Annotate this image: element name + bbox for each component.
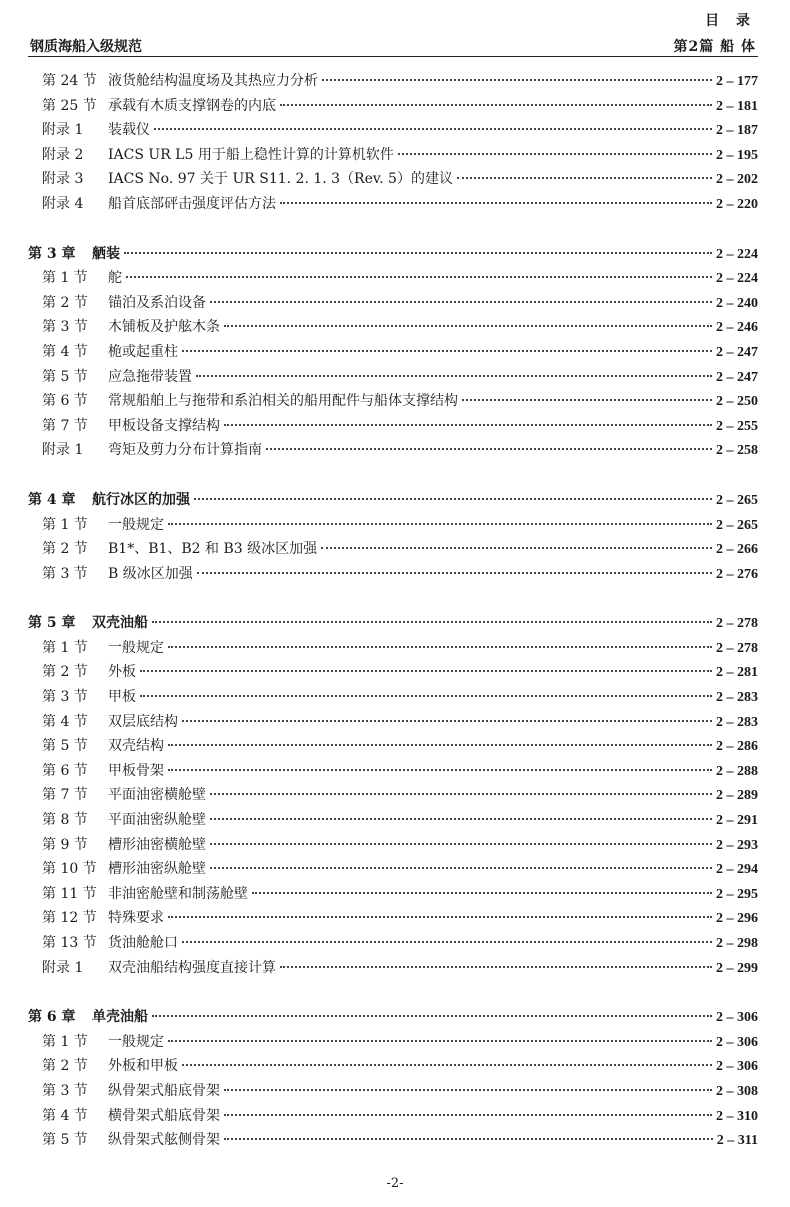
toc-entry-title: 锚泊及系泊设备: [108, 294, 206, 311]
toc-entry-title: 装载仪: [108, 122, 150, 139]
toc-entry-page: 2 – 250: [716, 394, 758, 410]
toc-entry-page: 2 – 278: [716, 640, 758, 656]
toc-entry-title: IACS UR L5 用于船上稳性计算的计算机软件: [108, 146, 394, 163]
dot-leader: [457, 177, 712, 179]
dot-leader: [280, 202, 712, 204]
toc-entry-number: 第 10 节: [42, 861, 97, 878]
toc-entry-title: 桅或起重柱: [108, 343, 178, 360]
dot-leader: [398, 153, 712, 155]
toc-chapter-row[interactable]: [28, 1006, 758, 1031]
toc-entry-page: 2 – 308: [716, 1083, 758, 1099]
dot-leader: [168, 523, 712, 525]
toc-entry-title: 甲板: [108, 689, 136, 706]
dot-leader: [224, 1138, 713, 1140]
dot-leader: [126, 276, 712, 278]
dot-leader: [168, 744, 712, 746]
toc-entry-title: 平面油密横舱壁: [108, 787, 206, 804]
toc-section-row[interactable]: [28, 390, 758, 415]
toc-entry-title: 外板: [108, 664, 136, 681]
toc-section-row[interactable]: [28, 119, 758, 144]
toc-entry-title: 舾装: [92, 245, 120, 262]
dot-leader: [182, 1064, 712, 1066]
toc-entry-number: 第 5 节: [42, 368, 88, 385]
toc-section-row[interactable]: [28, 1129, 758, 1154]
toc-entry-title: 槽形油密纵舱壁: [108, 861, 206, 878]
dot-leader: [182, 350, 712, 352]
toc-entry-number: 第 6 节: [42, 393, 88, 410]
toc-section-row[interactable]: [28, 661, 758, 686]
toc-entry-number: 第 3 节: [42, 319, 88, 336]
toc-entry-title: 船首底部砰击强度评估方法: [108, 195, 276, 212]
toc-entry-number: 第 6 节: [42, 762, 88, 779]
toc-entry-number: 第 3 节: [42, 689, 88, 706]
toc-entry-page: 2 – 310: [716, 1108, 758, 1124]
toc-entry-number: 附录 1: [42, 122, 84, 139]
toc-entry-page: 2 – 291: [716, 813, 758, 829]
toc-entry-page: 2 – 276: [716, 566, 758, 582]
toc-section-row[interactable]: [28, 883, 758, 908]
toc-entry-title: 甲板设备支撑结构: [108, 417, 220, 434]
toc-entry-number: 第 2 节: [42, 541, 88, 558]
toc-entry-page: 2 – 289: [716, 788, 758, 804]
dot-leader: [182, 720, 712, 722]
toc-entry-page: 2 – 281: [716, 665, 758, 681]
dot-leader: [154, 128, 712, 130]
dot-leader: [224, 1114, 712, 1116]
toc-entry-page: 2 – 278: [716, 616, 758, 632]
toc-entry-page: 2 – 187: [716, 123, 758, 139]
dot-leader: [280, 104, 712, 106]
toc-section-row[interactable]: [28, 563, 758, 588]
toc-entry-page: 2 – 181: [716, 98, 758, 114]
toc-section-row[interactable]: [28, 267, 758, 292]
dot-leader: [168, 769, 712, 771]
toc-entry-number: 第 1 节: [42, 516, 88, 533]
toc-entry-title: 双层底结构: [108, 713, 178, 730]
toc-entry-page: 2 – 294: [716, 862, 758, 878]
toc-section-row[interactable]: [28, 415, 758, 440]
toc-entry-title: 木铺板及护舷木条: [108, 319, 220, 336]
part-label: 第2篇 船 体: [673, 39, 756, 55]
dot-leader: [182, 941, 712, 943]
toc-entry-page: 2 – 265: [716, 492, 758, 508]
toc-entry-page: 2 – 298: [716, 936, 758, 951]
toc-entry-title: 常规船舶上与拖带和系泊相关的船用配件与船体支撑结构: [108, 393, 458, 410]
toc-entry-title: B1*、B1、B2 和 B3 级冰区加强: [108, 541, 318, 558]
toc-entry-number: 第 8 节: [42, 812, 88, 829]
toc-entry-page: 2 – 311: [716, 1133, 758, 1149]
toc-entry-title: 槽形油密横舱壁: [108, 836, 206, 853]
toc-entry-number: 第 24 节: [42, 73, 97, 89]
dot-leader: [321, 547, 712, 549]
toc-entry-title: 一般规定: [108, 639, 164, 656]
toc-entry-number: 第 25 节: [42, 97, 97, 114]
toc-entry-page: 2 – 283: [716, 690, 758, 706]
toc-entry-title: 承载有木质支撑钢卷的内底: [108, 97, 276, 114]
dot-leader: [152, 621, 712, 623]
toc-section-row[interactable]: [28, 316, 758, 341]
toc-entry-page: 2 – 266: [716, 542, 758, 558]
toc-entry-page: 2 – 247: [716, 344, 758, 360]
toc-entry-number: 第 9 节: [42, 836, 88, 853]
toc-entry-page: 2 – 255: [716, 418, 758, 434]
dot-leader: [322, 79, 712, 81]
toc-entry-page: 2 – 240: [716, 295, 758, 311]
toc-entry-title: 一般规定: [108, 1033, 164, 1050]
toc-entry-number: 第 7 节: [42, 417, 88, 434]
toc-section-row[interactable]: [28, 686, 758, 711]
toc-entry-number: 附录 2: [42, 146, 84, 163]
toc-section-row[interactable]: [28, 957, 758, 982]
toc-entry-title: 双壳油船结构强度直接计算: [108, 959, 276, 976]
toc-entry-number: 第 3 节: [42, 565, 88, 582]
toc-entry-title: 甲板骨架: [108, 762, 164, 779]
toc-entry-number: 第 4 节: [42, 1107, 88, 1124]
toc-entry-number: 第 6 章: [28, 1009, 76, 1026]
toc-entry-number: 第 5 章: [28, 615, 76, 632]
toc-entry-number: 第 13 节: [42, 935, 97, 951]
dot-leader: [224, 1089, 712, 1091]
toc-entry-title: 非油密舱壁和制荡舱壁: [108, 885, 248, 902]
toc-section-row[interactable]: [28, 341, 758, 366]
toc-entry-number: 第 2 节: [42, 294, 88, 311]
dot-leader: [224, 325, 712, 327]
toc-entry-number: 第 4 章: [28, 491, 76, 508]
toc-entry-number: 第 3 节: [42, 1082, 88, 1099]
toc-section-row[interactable]: [28, 144, 758, 169]
toc-entry-title: 纵骨架式舷侧骨架: [108, 1132, 220, 1149]
toc-entry-page: 2 – 295: [716, 886, 758, 902]
toc-entry-title: 航行冰区的加强: [92, 491, 190, 508]
toc-entry-page: 2 – 306: [716, 1059, 758, 1075]
toc-entry-page: 2 – 286: [716, 739, 758, 755]
toc-entry-page: 2 – 224: [716, 246, 758, 262]
toc-entry-title: 横骨架式船底骨架: [108, 1107, 220, 1124]
toc-section-row[interactable]: [28, 1080, 758, 1105]
book-title: 钢质海船入级规范: [30, 39, 142, 55]
toc-chapter-row[interactable]: [28, 612, 758, 637]
toc-entry-number: 第 4 节: [42, 713, 88, 730]
dot-leader: [152, 1015, 712, 1017]
toc-entry-number: 第 12 节: [42, 910, 97, 927]
toc-entry-title: 一般规定: [108, 516, 164, 533]
toc-section-row[interactable]: [28, 760, 758, 785]
toc-entry-number: 第 3 章: [28, 245, 76, 262]
toc-entry-title: 舵: [108, 270, 122, 287]
toc-section-row[interactable]: [28, 292, 758, 317]
dot-leader: [224, 424, 712, 426]
dot-leader: [210, 818, 712, 820]
toc-section-row[interactable]: [28, 1055, 758, 1080]
toc-entry-page: 2 – 177: [716, 74, 758, 89]
toc-entry-page: 2 – 246: [716, 320, 758, 336]
toc-entry-number: 第 5 节: [42, 738, 88, 755]
section-label: 目 录: [705, 13, 756, 29]
dot-leader: [168, 916, 712, 918]
header-rule: [28, 56, 758, 57]
dot-leader: [140, 695, 712, 697]
dot-leader: [266, 448, 712, 450]
table-of-contents: [28, 70, 758, 1154]
toc-entry-title: 弯矩及剪力分布计算指南: [108, 442, 262, 459]
toc-section-row[interactable]: [28, 168, 758, 193]
toc-entry-page: 2 – 293: [716, 837, 758, 853]
toc-entry-number: 第 11 节: [42, 885, 97, 902]
toc-section-row[interactable]: [28, 637, 758, 662]
toc-entry-page: 2 – 306: [716, 1034, 758, 1050]
toc-section-row[interactable]: [28, 858, 758, 883]
toc-entry-title: 单壳油船: [92, 1009, 148, 1026]
dot-leader: [252, 892, 712, 894]
toc-entry-title: 双壳结构: [108, 738, 164, 755]
toc-entry-page: 2 – 195: [716, 147, 758, 163]
dot-leader: [210, 843, 712, 845]
dot-leader: [280, 966, 712, 968]
toc-entry-number: 第 1 节: [42, 1033, 88, 1050]
toc-entry-number: 附录 1: [42, 959, 84, 976]
toc-chapter-row[interactable]: [28, 243, 758, 268]
toc-section-row[interactable]: [28, 784, 758, 809]
toc-entry-title: 外板和甲板: [108, 1058, 178, 1075]
toc-section-row[interactable]: [28, 366, 758, 391]
toc-entry-number: 第 2 节: [42, 664, 88, 681]
toc-entry-page: 2 – 299: [716, 960, 758, 976]
toc-section-row[interactable]: [28, 907, 758, 932]
toc-section-row[interactable]: [28, 1031, 758, 1056]
dot-leader: [210, 301, 712, 303]
toc-entry-title: 特殊要求: [108, 910, 164, 927]
toc-entry-number: 第 1 节: [42, 270, 88, 287]
toc-section-row[interactable]: [28, 809, 758, 834]
toc-entry-number: 第 5 节: [42, 1132, 88, 1149]
toc-entry-page: 2 – 224: [716, 271, 758, 287]
toc-entry-number: 附录 3: [42, 171, 84, 188]
toc-entry-page: 2 – 220: [716, 196, 758, 212]
toc-entry-page: 2 – 296: [716, 911, 758, 927]
toc-entry-page: 2 – 265: [716, 517, 758, 533]
toc-entry-title: 应急拖带装置: [108, 368, 192, 385]
dot-leader: [168, 646, 712, 648]
page-number: -2-: [386, 1176, 404, 1191]
toc-chapter-row[interactable]: [28, 489, 758, 514]
dot-leader: [168, 1040, 712, 1042]
toc-section-row[interactable]: [28, 514, 758, 539]
toc-section-row[interactable]: [28, 735, 758, 760]
dot-leader: [140, 670, 712, 672]
toc-section-row[interactable]: [28, 70, 758, 95]
toc-section-row[interactable]: [28, 834, 758, 859]
toc-entry-title: 货油舱舱口: [108, 935, 178, 951]
toc-entry-number: 第 7 节: [42, 787, 88, 804]
dot-leader: [194, 498, 712, 500]
toc-entry-title: 液货舱结构温度场及其热应力分析: [108, 73, 318, 89]
toc-entry-page: 2 – 258: [716, 443, 758, 459]
toc-section-row[interactable]: [28, 932, 758, 957]
toc-entry-number: 第 4 节: [42, 343, 88, 360]
toc-entry-title: B 级冰区加强: [108, 565, 193, 582]
toc-entry-title: IACS No. 97 关于 UR S11. 2. 1. 3（Rev. 5）的建议: [108, 171, 453, 188]
toc-entry-number: 附录 1: [42, 442, 84, 459]
dot-leader: [197, 572, 712, 574]
dot-leader: [210, 793, 712, 795]
dot-leader: [462, 399, 712, 401]
toc-entry-page: 2 – 288: [716, 763, 758, 779]
toc-entry-title: 纵骨架式船底骨架: [108, 1082, 220, 1099]
toc-section-row[interactable]: [28, 711, 758, 736]
toc-entry-number: 第 2 节: [42, 1058, 88, 1075]
toc-entry-number: 附录 4: [42, 195, 84, 212]
toc-section-row[interactable]: [28, 95, 758, 120]
toc-entry-page: 2 – 202: [716, 172, 758, 188]
dot-leader: [210, 867, 712, 869]
toc-entry-page: 2 – 306: [716, 1010, 758, 1026]
dot-leader: [124, 252, 712, 254]
dot-leader: [196, 375, 712, 377]
toc-section-row[interactable]: [28, 439, 758, 464]
toc-section-row[interactable]: [28, 1105, 758, 1130]
toc-entry-number: 第 1 节: [42, 639, 88, 656]
toc-entry-title: 双壳油船: [92, 615, 148, 632]
toc-entry-page: 2 – 247: [716, 369, 758, 385]
toc-entry-page: 2 – 283: [716, 714, 758, 730]
toc-entry-title: 平面油密纵舱壁: [108, 812, 206, 829]
toc-section-row[interactable]: [28, 193, 758, 218]
toc-section-row[interactable]: [28, 538, 758, 563]
